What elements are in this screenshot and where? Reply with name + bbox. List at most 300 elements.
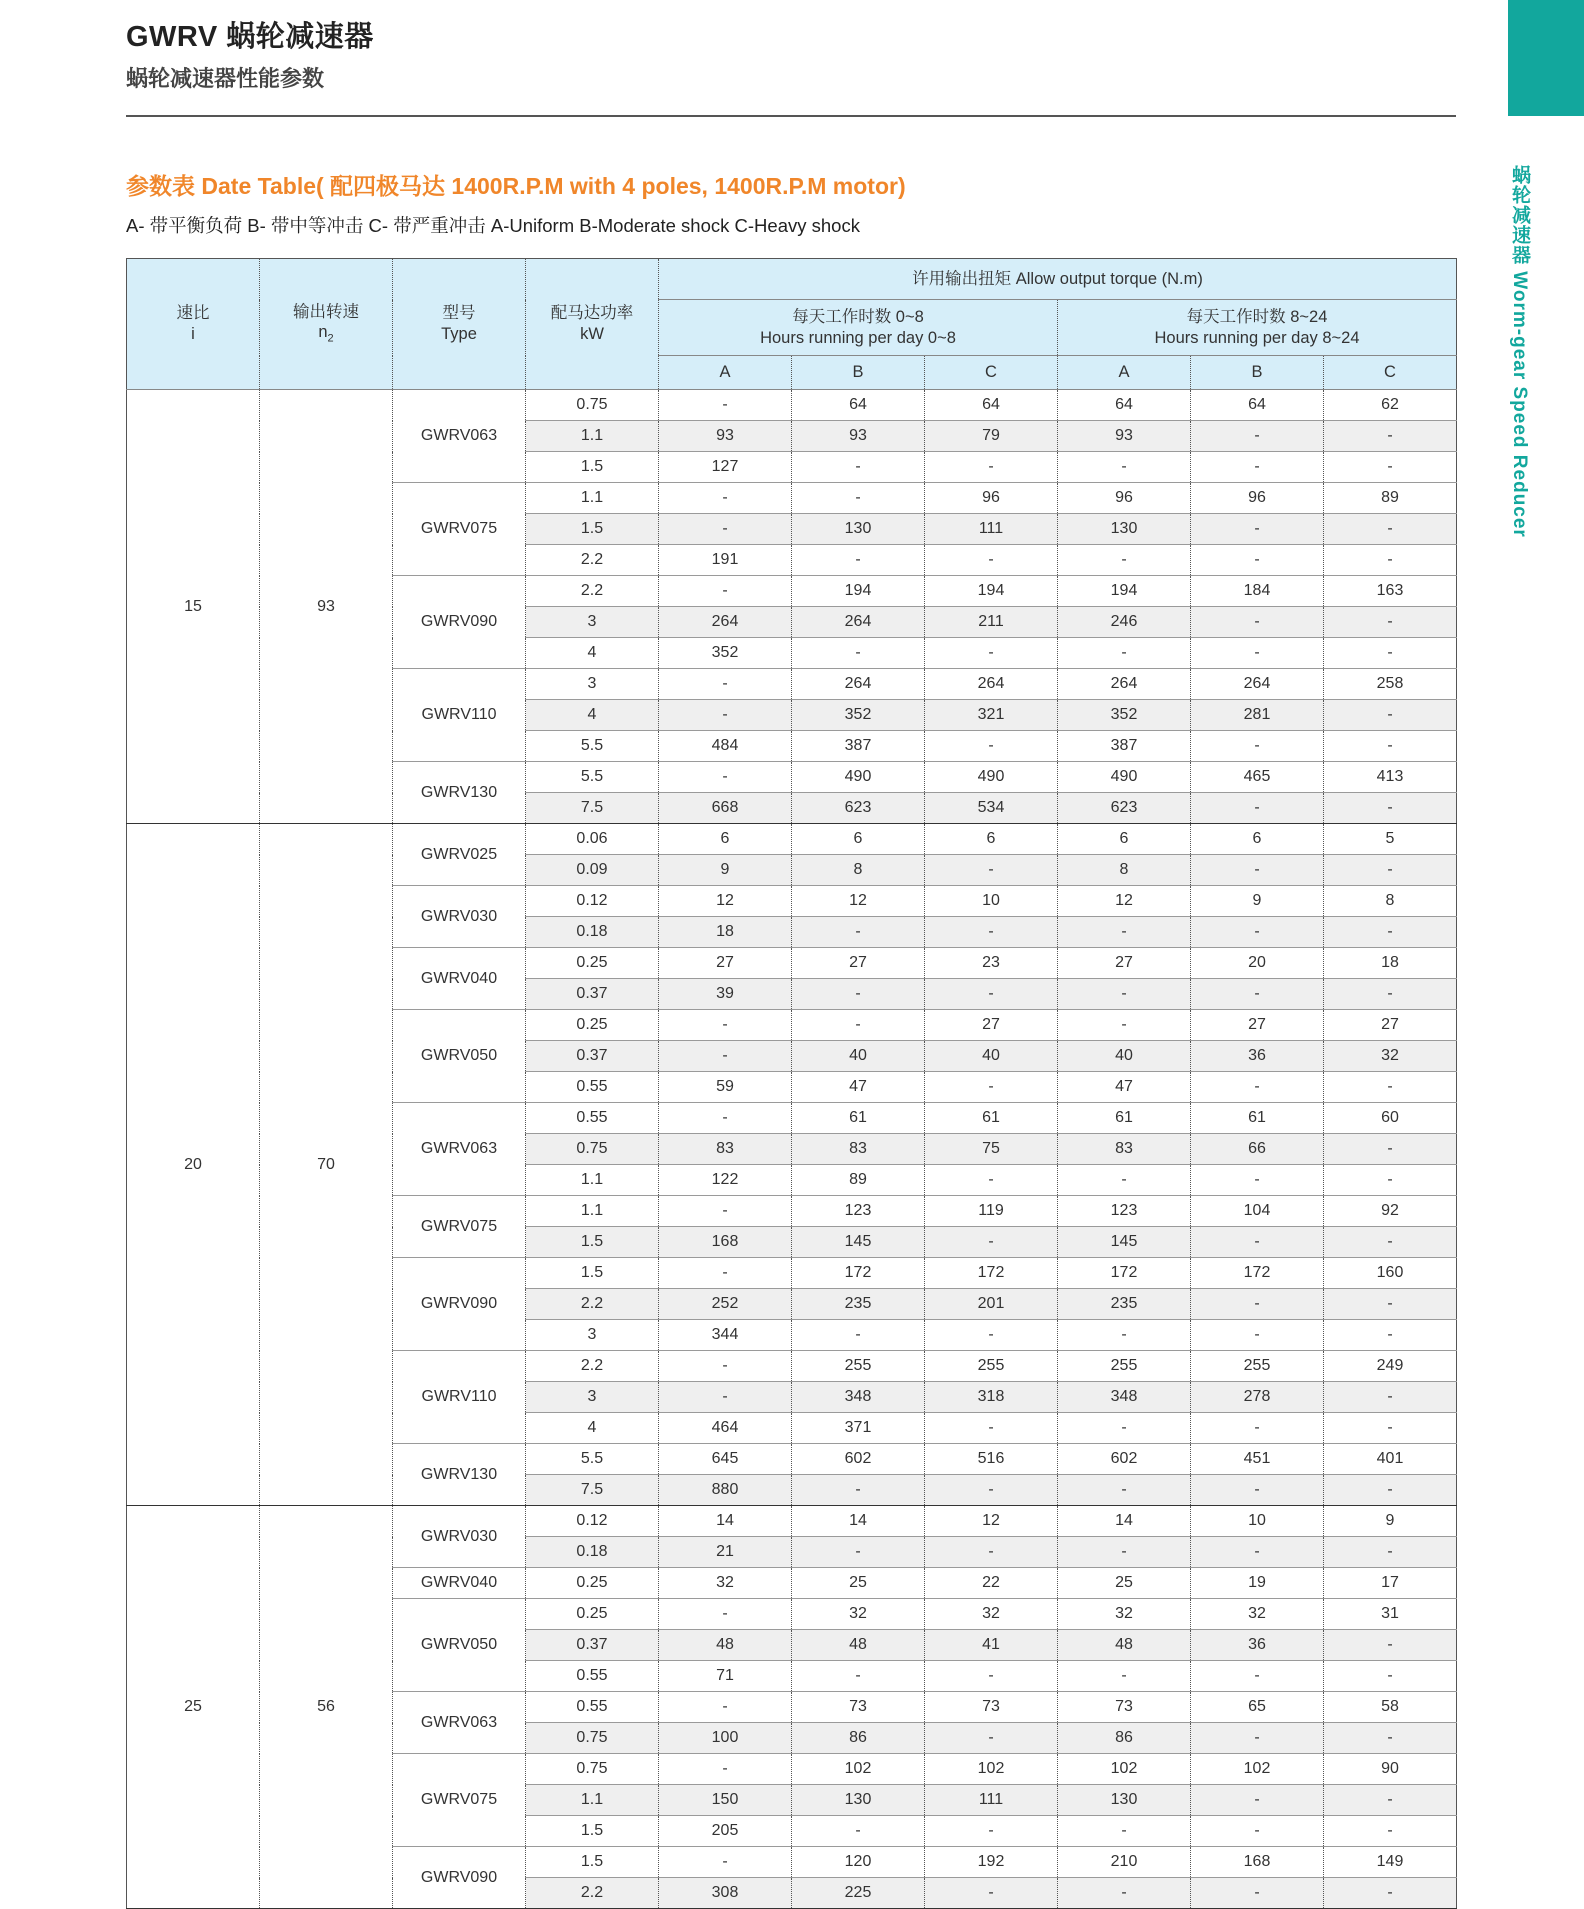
torque-cell: 19 <box>1191 1568 1324 1599</box>
torque-cell: - <box>925 1165 1058 1196</box>
torque-cell: 308 <box>659 1878 792 1909</box>
torque-cell: - <box>1191 1785 1324 1816</box>
torque-cell: 258 <box>1324 669 1457 700</box>
torque-cell: - <box>659 576 792 607</box>
torque-cell: - <box>792 917 925 948</box>
torque-cell: 89 <box>1324 483 1457 514</box>
torque-cell: 64 <box>1058 390 1191 421</box>
section-title: 参数表 Date Table( 配四极马达 1400R.P.M with 4 poles, 1400R.P.M motor) <box>126 173 906 199</box>
torque-cell: - <box>1058 1878 1191 1909</box>
header-hours-8-24-cn: 每天工作时数 8~24 <box>1186 307 1328 326</box>
torque-cell: 93 <box>1058 421 1191 452</box>
torque-cell: - <box>1324 1785 1457 1816</box>
torque-cell: - <box>1324 731 1457 762</box>
torque-cell: - <box>925 638 1058 669</box>
torque-cell: 83 <box>1058 1134 1191 1165</box>
power-cell: 3 <box>526 669 659 700</box>
torque-cell: 25 <box>792 1568 925 1599</box>
model-cell: GWRV075 <box>393 483 526 576</box>
torque-cell: 348 <box>1058 1382 1191 1413</box>
torque-cell: - <box>1058 1165 1191 1196</box>
torque-cell: 73 <box>925 1692 1058 1723</box>
torque-cell: 352 <box>659 638 792 669</box>
torque-cell: - <box>1058 917 1191 948</box>
speed-cell: 70 <box>260 824 393 1506</box>
torque-cell: 96 <box>925 483 1058 514</box>
torque-cell: - <box>1324 452 1457 483</box>
torque-cell: 401 <box>1324 1444 1457 1475</box>
torque-cell: 172 <box>1058 1258 1191 1289</box>
torque-cell: 25 <box>1058 1568 1191 1599</box>
power-cell: 5.5 <box>526 762 659 793</box>
torque-cell: - <box>1058 545 1191 576</box>
torque-cell: - <box>1324 514 1457 545</box>
torque-cell: 668 <box>659 793 792 824</box>
model-cell: GWRV063 <box>393 1692 526 1754</box>
torque-cell: 48 <box>659 1630 792 1661</box>
power-cell: 7.5 <box>526 1475 659 1506</box>
torque-cell: - <box>659 483 792 514</box>
model-cell: GWRV030 <box>393 1506 526 1568</box>
torque-cell: - <box>925 1413 1058 1444</box>
torque-cell: 40 <box>1058 1041 1191 1072</box>
torque-cell: 12 <box>925 1506 1058 1537</box>
model-cell: GWRV090 <box>393 1258 526 1351</box>
power-cell: 0.55 <box>526 1072 659 1103</box>
model-cell: GWRV075 <box>393 1196 526 1258</box>
torque-cell: 490 <box>1058 762 1191 793</box>
torque-cell: - <box>659 1599 792 1630</box>
torque-cell: 100 <box>659 1723 792 1754</box>
torque-cell: 6 <box>792 824 925 855</box>
torque-cell: 172 <box>792 1258 925 1289</box>
torque-cell: 17 <box>1324 1568 1457 1599</box>
torque-cell: 235 <box>792 1289 925 1320</box>
torque-cell: - <box>925 979 1058 1010</box>
torque-cell: - <box>1191 545 1324 576</box>
power-cell: 4 <box>526 1413 659 1444</box>
torque-cell: 86 <box>792 1723 925 1754</box>
table-row <box>127 1506 1457 1537</box>
torque-cell: 371 <box>792 1413 925 1444</box>
ratio-cell: 20 <box>127 824 260 1506</box>
power-cell: 0.75 <box>526 1134 659 1165</box>
torque-cell: 122 <box>659 1165 792 1196</box>
torque-cell: 149 <box>1324 1847 1457 1878</box>
torque-cell: - <box>1058 1413 1191 1444</box>
torque-cell: 150 <box>659 1785 792 1816</box>
power-cell: 1.1 <box>526 483 659 514</box>
torque-cell: - <box>659 1103 792 1134</box>
header-speed-symbol: n <box>318 323 328 342</box>
torque-cell: - <box>1191 1537 1324 1568</box>
torque-cell: - <box>1191 1661 1324 1692</box>
torque-cell: - <box>659 1754 792 1785</box>
power-cell: 4 <box>526 638 659 669</box>
torque-cell: 73 <box>1058 1692 1191 1723</box>
torque-cell: 14 <box>659 1506 792 1537</box>
torque-cell: 9 <box>1191 886 1324 917</box>
torque-cell: 102 <box>1058 1754 1191 1785</box>
torque-cell: 22 <box>925 1568 1058 1599</box>
torque-cell: - <box>792 1537 925 1568</box>
header-hours-8-24-en: Hours running per day 8~24 <box>1154 328 1360 347</box>
header-type-en: Type <box>441 325 477 343</box>
torque-cell: 623 <box>1058 793 1191 824</box>
torque-cell: 111 <box>925 514 1058 545</box>
torque-cell: 27 <box>1191 1010 1324 1041</box>
torque-cell: - <box>659 1010 792 1041</box>
torque-cell: - <box>1191 1816 1324 1847</box>
header-hours-0-8-en: Hours running per day 0~8 <box>760 328 956 347</box>
torque-cell: 534 <box>925 793 1058 824</box>
torque-cell: 27 <box>925 1010 1058 1041</box>
torque-cell: - <box>792 545 925 576</box>
torque-cell: - <box>792 452 925 483</box>
side-label: 蜗轮减速器 Worm-gear Speed Reducer <box>1509 165 1530 538</box>
header-speed-subscript: 2 <box>327 332 334 345</box>
torque-cell: 27 <box>1058 948 1191 979</box>
model-cell: GWRV063 <box>393 390 526 483</box>
torque-cell: 8 <box>792 855 925 886</box>
torque-cell: 61 <box>1191 1103 1324 1134</box>
torque-cell: - <box>925 1723 1058 1754</box>
torque-cell: - <box>792 1816 925 1847</box>
torque-cell: 6 <box>925 824 1058 855</box>
model-cell: GWRV130 <box>393 1444 526 1506</box>
torque-cell: 39 <box>659 979 792 1010</box>
torque-cell: - <box>1058 1816 1191 1847</box>
torque-cell: 14 <box>1058 1506 1191 1537</box>
torque-cell: 321 <box>925 700 1058 731</box>
header-hours-8-24 <box>1058 300 1457 356</box>
torque-cell: 130 <box>792 514 925 545</box>
torque-cell: 5 <box>1324 824 1457 855</box>
torque-cell: 880 <box>659 1475 792 1506</box>
model-cell: GWRV025 <box>393 824 526 886</box>
torque-cell: - <box>1324 1134 1457 1165</box>
power-cell: 2.2 <box>526 1289 659 1320</box>
torque-cell: 6 <box>1058 824 1191 855</box>
torque-cell: - <box>659 1351 792 1382</box>
torque-cell: 255 <box>792 1351 925 1382</box>
power-cell: 1.5 <box>526 452 659 483</box>
power-cell: 3 <box>526 1382 659 1413</box>
torque-cell: - <box>1058 1661 1191 1692</box>
torque-cell: - <box>659 1041 792 1072</box>
torque-cell: - <box>659 390 792 421</box>
torque-cell: - <box>1324 607 1457 638</box>
torque-cell: - <box>925 545 1058 576</box>
power-cell: 4 <box>526 700 659 731</box>
model-cell: GWRV050 <box>393 1010 526 1103</box>
power-cell: 0.37 <box>526 1630 659 1661</box>
page-subtitle: 蜗轮减速器性能参数 <box>126 66 325 91</box>
torque-cell: 255 <box>925 1351 1058 1382</box>
power-cell: 0.12 <box>526 1506 659 1537</box>
torque-cell: 65 <box>1191 1692 1324 1723</box>
torque-cell: - <box>659 669 792 700</box>
power-cell: 0.75 <box>526 1723 659 1754</box>
torque-cell: - <box>1324 1382 1457 1413</box>
torque-cell: 31 <box>1324 1599 1457 1630</box>
torque-cell: 264 <box>792 607 925 638</box>
torque-cell: 123 <box>792 1196 925 1227</box>
torque-cell: 130 <box>1058 1785 1191 1816</box>
torque-cell: 83 <box>659 1134 792 1165</box>
torque-cell: 623 <box>792 793 925 824</box>
torque-cell: 145 <box>792 1227 925 1258</box>
torque-cell: - <box>1324 1413 1457 1444</box>
torque-cell: 48 <box>792 1630 925 1661</box>
torque-cell: - <box>659 1196 792 1227</box>
torque-cell: 12 <box>1058 886 1191 917</box>
table-row <box>127 390 1457 421</box>
torque-cell: - <box>1191 1723 1324 1754</box>
torque-cell: 47 <box>792 1072 925 1103</box>
torque-cell: 191 <box>659 545 792 576</box>
torque-cell: - <box>1191 607 1324 638</box>
torque-cell: - <box>792 638 925 669</box>
torque-cell: - <box>1191 979 1324 1010</box>
torque-cell: 264 <box>1191 669 1324 700</box>
speed-cell: 56 <box>260 1506 393 1909</box>
torque-cell: 36 <box>1191 1041 1324 1072</box>
power-cell: 0.25 <box>526 1599 659 1630</box>
torque-cell: 6 <box>659 824 792 855</box>
torque-cell: - <box>925 1661 1058 1692</box>
ratio-cell: 25 <box>127 1506 260 1909</box>
torque-cell: 255 <box>1058 1351 1191 1382</box>
torque-cell: 75 <box>925 1134 1058 1165</box>
torque-cell: - <box>925 1475 1058 1506</box>
torque-cell: 318 <box>925 1382 1058 1413</box>
torque-cell: 184 <box>1191 576 1324 607</box>
torque-cell: - <box>1191 855 1324 886</box>
torque-cell: 111 <box>925 1785 1058 1816</box>
torque-cell: 83 <box>792 1134 925 1165</box>
torque-cell: 645 <box>659 1444 792 1475</box>
power-cell: 7.5 <box>526 793 659 824</box>
torque-cell: - <box>1058 1537 1191 1568</box>
torque-cell: - <box>1191 452 1324 483</box>
torque-cell: 201 <box>925 1289 1058 1320</box>
torque-cell: 14 <box>792 1506 925 1537</box>
torque-cell: 102 <box>792 1754 925 1785</box>
torque-cell: 64 <box>1191 390 1324 421</box>
torque-cell: 387 <box>1058 731 1191 762</box>
torque-cell: - <box>925 855 1058 886</box>
torque-cell: 194 <box>925 576 1058 607</box>
torque-cell: 32 <box>659 1568 792 1599</box>
torque-cell: - <box>792 483 925 514</box>
header-speed <box>260 259 393 390</box>
torque-cell: - <box>1324 1723 1457 1754</box>
power-cell: 1.5 <box>526 1816 659 1847</box>
power-cell: 0.55 <box>526 1692 659 1723</box>
torque-cell: 119 <box>925 1196 1058 1227</box>
torque-cell: 192 <box>925 1847 1058 1878</box>
header-hours-0-8-cn: 每天工作时数 0~8 <box>792 307 924 326</box>
power-cell: 3 <box>526 1320 659 1351</box>
torque-cell: 6 <box>1191 824 1324 855</box>
torque-cell: 58 <box>1324 1692 1457 1723</box>
torque-cell: - <box>1324 1289 1457 1320</box>
torque-cell: - <box>1324 1227 1457 1258</box>
torque-cell: - <box>1058 452 1191 483</box>
torque-cell: - <box>1191 1878 1324 1909</box>
header-col-c1: C <box>925 356 1058 390</box>
torque-cell: - <box>1058 1320 1191 1351</box>
torque-cell: 20 <box>1191 948 1324 979</box>
torque-cell: 602 <box>1058 1444 1191 1475</box>
torque-cell: 66 <box>1191 1134 1324 1165</box>
torque-cell: 278 <box>1191 1382 1324 1413</box>
page-title: GWRV 蜗轮减速器 <box>126 21 374 53</box>
torque-cell: 127 <box>659 452 792 483</box>
power-cell: 0.06 <box>526 824 659 855</box>
torque-cell: 64 <box>792 390 925 421</box>
torque-cell: - <box>659 514 792 545</box>
power-cell: 0.37 <box>526 1041 659 1072</box>
torque-cell: - <box>925 731 1058 762</box>
torque-cell: 41 <box>925 1630 1058 1661</box>
torque-cell: 172 <box>925 1258 1058 1289</box>
torque-cell: 252 <box>659 1289 792 1320</box>
torque-cell: 168 <box>659 1227 792 1258</box>
torque-cell: 194 <box>1058 576 1191 607</box>
power-cell: 1.5 <box>526 1847 659 1878</box>
torque-cell: - <box>925 1227 1058 1258</box>
torque-cell: 172 <box>1191 1258 1324 1289</box>
torque-cell: 120 <box>792 1847 925 1878</box>
torque-cell: 36 <box>1191 1630 1324 1661</box>
torque-cell: 40 <box>925 1041 1058 1072</box>
torque-cell: 89 <box>792 1165 925 1196</box>
torque-cell: 71 <box>659 1661 792 1692</box>
torque-cell: 102 <box>925 1754 1058 1785</box>
torque-cell: 32 <box>792 1599 925 1630</box>
torque-cell: 61 <box>792 1103 925 1134</box>
load-legend: A- 带平衡负荷 B- 带中等冲击 C- 带严重冲击 A-Uniform B-Moderate shock C-Heavy shock <box>126 215 860 236</box>
header-power-label: 配马达功率 <box>550 304 634 323</box>
torque-cell: 18 <box>1324 948 1457 979</box>
torque-cell: - <box>1058 638 1191 669</box>
header-speed-label: 输出转速 <box>293 302 359 321</box>
power-cell: 2.2 <box>526 576 659 607</box>
torque-cell: - <box>925 1878 1058 1909</box>
model-cell: GWRV110 <box>393 1351 526 1444</box>
power-cell: 5.5 <box>526 731 659 762</box>
power-cell: 0.25 <box>526 1568 659 1599</box>
torque-cell: 225 <box>792 1878 925 1909</box>
torque-cell: - <box>1058 1475 1191 1506</box>
torque-cell: 264 <box>659 607 792 638</box>
power-cell: 0.75 <box>526 1754 659 1785</box>
torque-cell: 61 <box>925 1103 1058 1134</box>
torque-cell: - <box>1191 793 1324 824</box>
header-hours-0-8 <box>659 300 1058 356</box>
torque-cell: - <box>1191 514 1324 545</box>
torque-cell: 490 <box>925 762 1058 793</box>
torque-cell: 9 <box>659 855 792 886</box>
model-cell: GWRV130 <box>393 762 526 824</box>
torque-cell: 8 <box>1058 855 1191 886</box>
torque-cell: 464 <box>659 1413 792 1444</box>
torque-cell: 27 <box>792 948 925 979</box>
torque-cell: 73 <box>792 1692 925 1723</box>
torque-cell: 61 <box>1058 1103 1191 1134</box>
torque-cell: - <box>1324 1537 1457 1568</box>
torque-cell: - <box>1191 1413 1324 1444</box>
power-cell: 1.5 <box>526 1258 659 1289</box>
torque-cell: 93 <box>659 421 792 452</box>
torque-cell: 47 <box>1058 1072 1191 1103</box>
torque-cell: 387 <box>792 731 925 762</box>
torque-cell: - <box>1191 1475 1324 1506</box>
model-cell: GWRV090 <box>393 576 526 669</box>
torque-cell: 96 <box>1191 483 1324 514</box>
model-cell: GWRV050 <box>393 1599 526 1692</box>
torque-cell: 490 <box>792 762 925 793</box>
torque-cell: 12 <box>792 886 925 917</box>
header-type <box>393 259 526 390</box>
header-col-b2: B <box>1191 356 1324 390</box>
torque-cell: - <box>925 1816 1058 1847</box>
model-cell: GWRV110 <box>393 669 526 762</box>
torque-cell: 93 <box>792 421 925 452</box>
torque-cell: 352 <box>792 700 925 731</box>
model-cell: GWRV063 <box>393 1103 526 1196</box>
torque-cell: 246 <box>1058 607 1191 638</box>
torque-cell: - <box>1324 855 1457 886</box>
torque-cell: - <box>1191 1072 1324 1103</box>
power-cell: 0.18 <box>526 1537 659 1568</box>
torque-cell: - <box>1324 1165 1457 1196</box>
power-cell: 0.55 <box>526 1103 659 1134</box>
power-cell: 0.75 <box>526 390 659 421</box>
torque-cell: - <box>1324 1475 1457 1506</box>
torque-cell: 60 <box>1324 1103 1457 1134</box>
torque-cell: 40 <box>792 1041 925 1072</box>
torque-cell: - <box>792 1475 925 1506</box>
side-tab <box>1508 0 1584 116</box>
header-col-a2: A <box>1058 356 1191 390</box>
torque-cell: - <box>1324 700 1457 731</box>
torque-cell: 32 <box>1058 1599 1191 1630</box>
torque-cell: - <box>1324 545 1457 576</box>
torque-cell: - <box>792 1661 925 1692</box>
torque-cell: - <box>659 1258 792 1289</box>
power-cell: 2.2 <box>526 545 659 576</box>
header-ratio <box>127 259 260 390</box>
torque-cell: 465 <box>1191 762 1324 793</box>
torque-cell: 352 <box>1058 700 1191 731</box>
torque-cell: 86 <box>1058 1723 1191 1754</box>
header-ratio-label: 速比 <box>176 304 210 323</box>
torque-cell: 123 <box>1058 1196 1191 1227</box>
torque-cell: - <box>925 452 1058 483</box>
torque-cell: - <box>659 1847 792 1878</box>
torque-cell: 413 <box>1324 762 1457 793</box>
torque-cell: 130 <box>792 1785 925 1816</box>
power-cell: 1.1 <box>526 1785 659 1816</box>
torque-cell: - <box>1191 1227 1324 1258</box>
torque-cell: 21 <box>659 1537 792 1568</box>
torque-cell: 194 <box>792 576 925 607</box>
torque-cell: 602 <box>792 1444 925 1475</box>
torque-cell: 32 <box>1324 1041 1457 1072</box>
